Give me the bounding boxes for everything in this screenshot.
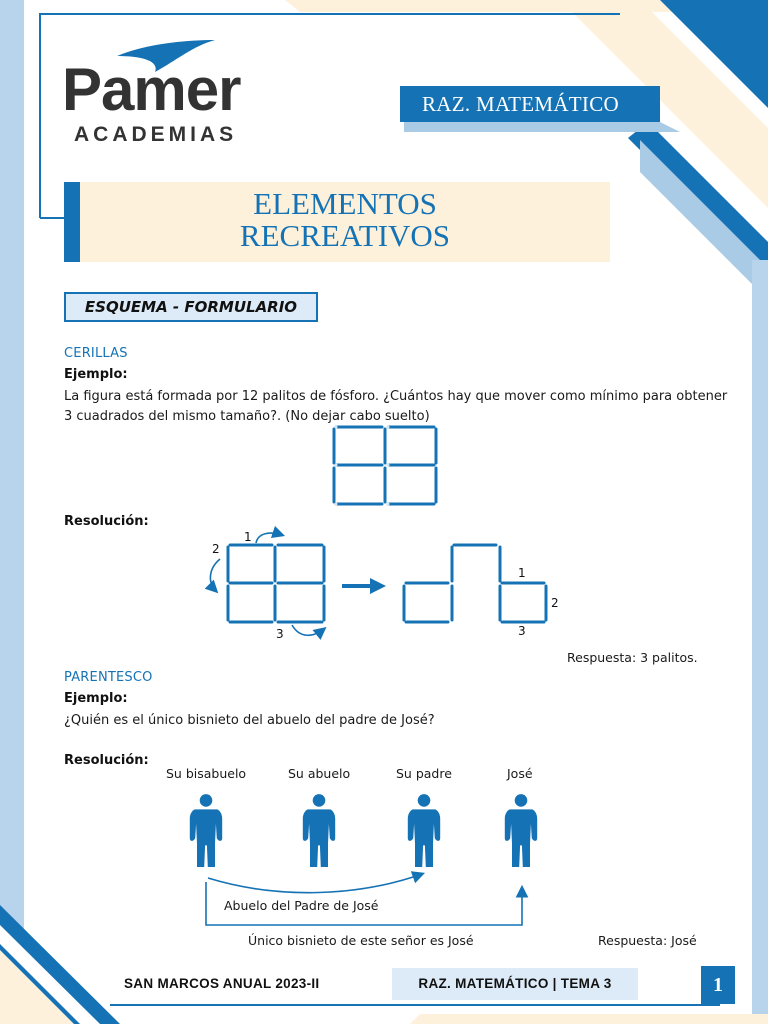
person-great-grandfather-icon <box>190 794 222 867</box>
parentesco-answer: Respuesta: José <box>598 933 697 948</box>
title-accent-bar <box>64 182 80 262</box>
result-label-2: 2 <box>551 596 559 610</box>
person-jose-icon <box>505 794 537 867</box>
cerillas-answer: Respuesta: 3 palitos. <box>567 650 698 665</box>
arrow-label-2: Único bisnieto de este señor es José <box>248 933 474 948</box>
cerillas-problem-line-2: 3 cuadrados del mismo tamaño?. (No dejar cabo suelto) <box>64 409 430 424</box>
parentesco-resolution-label: Resolución: <box>64 753 149 768</box>
move-label-2: 2 <box>212 542 220 556</box>
subject-banner: RAZ. MATEMÁTICO <box>400 86 660 122</box>
page-number: 1 <box>701 966 735 1004</box>
brand-subtitle: ACADEMIAS <box>74 123 238 146</box>
result-label-3: 3 <box>518 624 526 638</box>
cerillas-problem-line-1: La figura está formada por 12 palitos de fósforo. ¿Cuántos hay que mover como mínimo para obtener <box>64 389 728 404</box>
title-line-1: ELEMENTOS <box>253 186 437 221</box>
title-line-2: RECREATIVOS <box>239 218 451 253</box>
brand-name[interactable]: Pamer <box>62 56 241 123</box>
person-grandfather-icon <box>303 794 335 867</box>
person-label-father: Su padre <box>396 766 452 781</box>
cerillas-example-label: Ejemplo: <box>64 367 128 382</box>
person-label-great-grandfather: Su bisabuelo <box>166 766 247 781</box>
matchstick-resolution-figure <box>200 525 570 645</box>
move-label-3: 3 <box>276 627 284 641</box>
parentesco-example-label: Ejemplo: <box>64 691 128 706</box>
arrow-label-1: Abuelo del Padre de José <box>224 898 379 913</box>
transform-arrow-icon <box>342 578 386 594</box>
page-title <box>80 188 610 252</box>
person-father-icon <box>408 794 440 867</box>
move-label-1: 1 <box>244 530 252 544</box>
parentesco-heading: PARENTESCO <box>64 670 153 685</box>
matchstick-grid-figure <box>330 422 440 510</box>
footer-course: SAN MARCOS ANUAL 2023-II <box>124 976 320 991</box>
section-label: ESQUEMA - FORMULARIO <box>64 292 318 322</box>
person-label-jose: José <box>507 766 533 781</box>
cerillas-resolution-label: Resolución: <box>64 514 149 529</box>
footer-topic: RAZ. MATEMÁTICO | TEMA 3 <box>392 968 638 1000</box>
parentesco-question: ¿Quién es el único bisnieto del abuelo del padre de José? <box>64 713 435 728</box>
cerillas-heading: CERILLAS <box>64 346 128 361</box>
person-label-grandfather: Su abuelo <box>288 766 351 781</box>
result-label-1: 1 <box>518 566 526 580</box>
kinship-diagram <box>160 790 560 950</box>
